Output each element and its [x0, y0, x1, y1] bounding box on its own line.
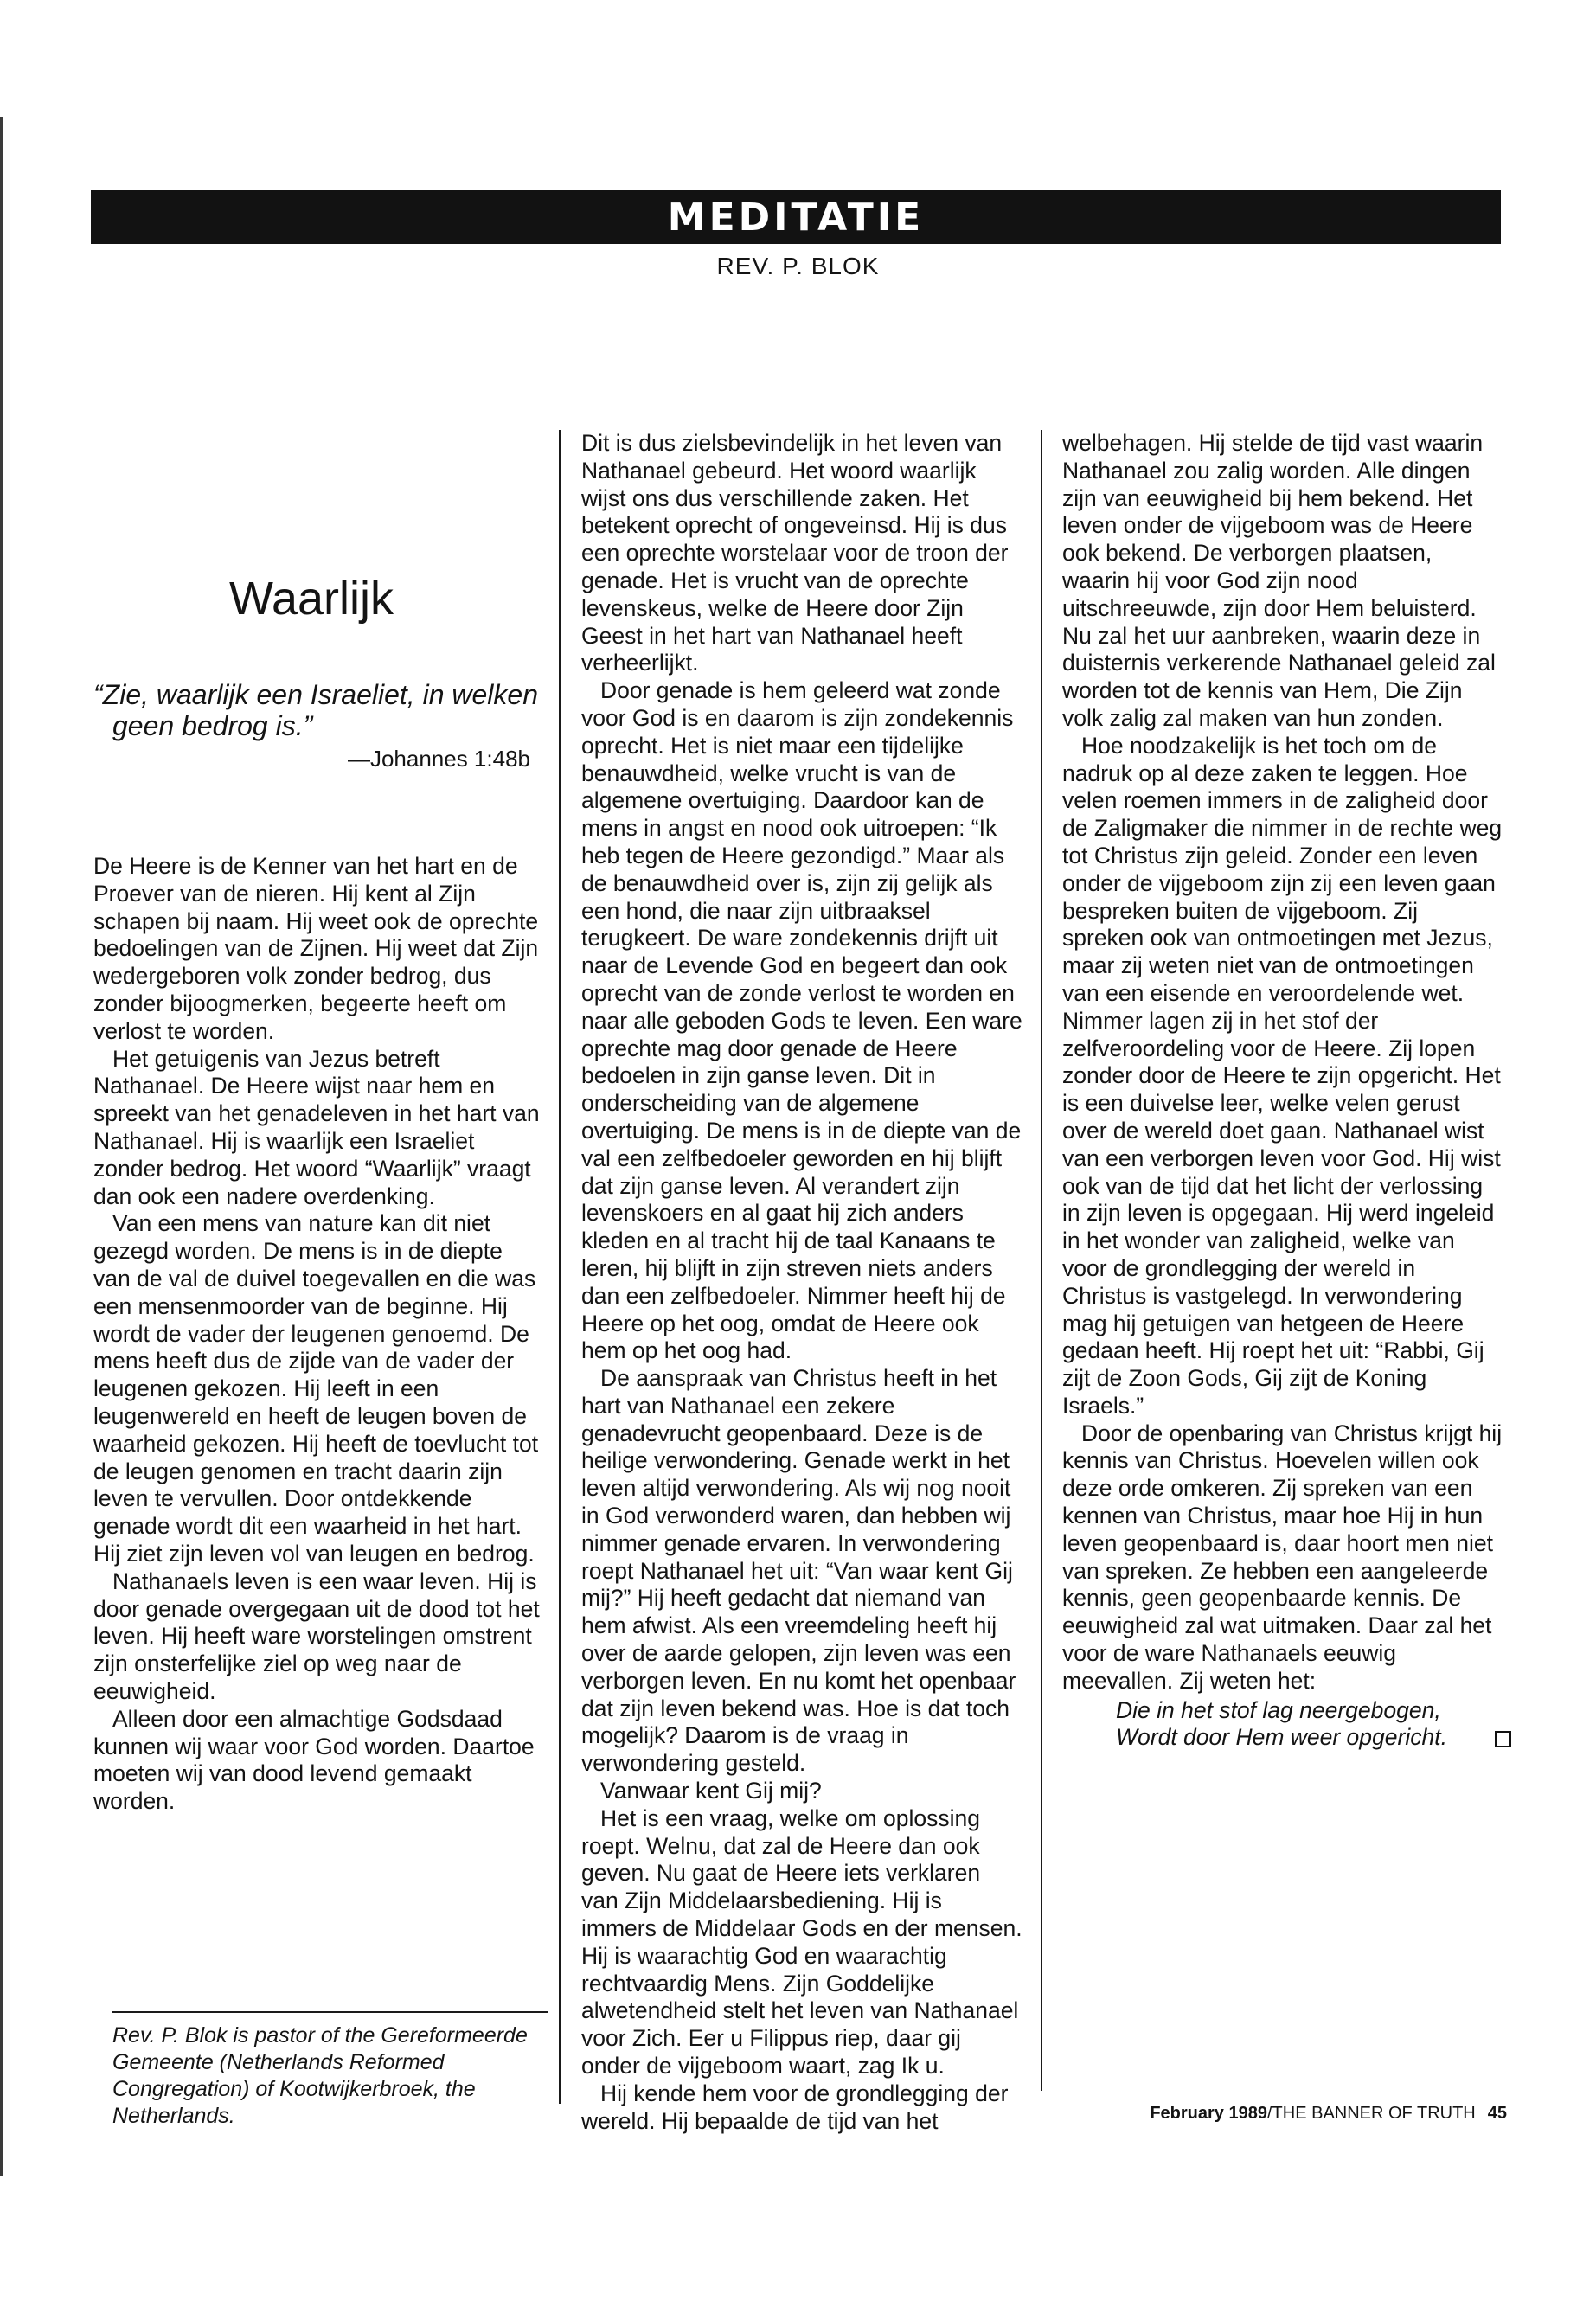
column-divider	[1041, 430, 1042, 2091]
footer-publication: /THE BANNER OF TRUTH	[1266, 2104, 1476, 2123]
paragraph: Het is een vraag, welke om oplossing roept. Welnu, dat zal de Heere dan ook geven. Nu gaat de Heere iets verklaren van Zijn Middelaarsbediening. Hij is immers de Middelaar Gods en der mensen. Hij is waarachtig God en waarachtig rechtvaardig Mens. Zijn Goddelijke alwetendheid stelt het leven van Nathanael voor Zich. Eer u Filippus riep, daar gij onder de vijgeboom waart, zag Ik u.	[581, 1804, 1022, 2080]
paragraph: Door genade is hem geleerd wat zonde voor God is en daarom is zijn zondekennis oprecht. Het is niet maar een tijdelijke benauwdheid, welke vrucht is van de algemene overtuiging. Daardoor kan de mens in angst en nood ook uitroepen: “Ik heb tegen de Heere gezondigd.” Maar als de benauwdheid over is, zijn zij gelijk als een hond, die naar zijn uitbraaksel terugkeert. De ware zondekennis drijft uit naar de Levende God en begeert dan ook oprecht van de zonde verlost te worden en naar alle geboden Gods te leven. Een ware oprechte mag door genade de Heere bedoelen in zijn ganse leven. Dit in onderscheiding van de algemene overtuiging. De mens is in de diepte van de val een zelfbedoeler geworden en hij blijft dat zijn ganse leven. Al verandert zijn levenskoers en al gaat hij zich anders kleden en al tracht hij de taal Kanaans te leren, hij blijft in zijn streven niets anders dan een zelfbedoeler. Nimmer heeft hij de Heere op het oog, omdat de Heere ook hem op het oog had.	[581, 677, 1022, 1364]
epigraph: “Zie, waarlijk een Israeliet, in welken geen bedrog is.”	[93, 679, 538, 741]
poem-line: Wordt door Hem weer opgericht.	[1116, 1724, 1447, 1751]
article-title: Waarlijk	[228, 573, 394, 625]
paragraph: welbehagen. Hij stelde de tijd vast waarin Nathanael zou zalig worden. Alle dingen zijn van eeuwigheid bij hem bekend. Het leven onder de vijgeboom was de Heere ook bekend. De verborgen plaatsen, waarin hij voor God zijn nood uitschreeuwde, zijn door Hem beluisterd. Nu zal het uur aanbreken, waarin deze in duisternis verkerende Nathanael geleid zal worden tot de kennis van Hem, Die Zijn volk zalig zal maken van hun zonden.	[1062, 430, 1496, 731]
paragraph: Hoe noodzakelijk is het toch om de nadruk op al deze zaken te leggen. Hoe velen roemen immers in de zaligheid door de Zaligmaker die nimmer in de rechte weg tot Christus zijn geleid. Zonder een leven onder de vijgeboom zijn zij een leven gaan bespreken buiten de vijgeboom. Zij spreken ook van ontmoetingen met Jezus, maar zij weten niet van de ontmoetingen van een eisende en veroordelende wet. Nimmer lagen zij in het stof der zelfveroordeling voor de Heere. Zij lopen zonder door de Heere te zijn opgericht. Het is een duivelse leer, welke velen gerust over de wereld doet gaan. Nathanael wist van een verborgen leven voor God. Hij wist ook van de tijd dat het licht der verlossing in zijn leven is opgegaan. Hij werd ingeleid in het wonder van zaligheid, welke van voor de grondlegging der wereld in Christus is vastgelegd. In verwondering mag hij getuigen van hetgeen de Heere gedaan heeft. Hij roept het uit: “Rabbi, Gij zijt de Zoon Gods, Gij zijt de Koning Israels.”	[1062, 732, 1503, 1419]
paragraph: Het getuigenis van Jezus betreft Nathanael. De Heere wijst naar hem en spreekt van het genadeleven in het hart van Nathanael. Hij is waarlijk een Israeliet zonder bedrog. Het woord “Waarlijk” vraagt dan ook een nadere overdenking.	[93, 1045, 540, 1209]
paragraph: De Heere is de Kenner van het hart en de Proever van de nieren. Hij kent al Zijn schapen bij naam. Hij weet ook de oprechte bedoelingen van de Zijnen. Hij weet dat Zijn wedergeboren volk zonder bedrog, dus zonder bijoogmerken, begeerte heeft om verlost te worden.	[93, 853, 539, 1044]
column-divider	[559, 430, 561, 2104]
scan-top-margin	[0, 0, 1596, 117]
paragraph: Vanwaar kent Gij mij?	[600, 1778, 822, 1804]
footer-date: February 1989	[1150, 2104, 1267, 2123]
column-2	[581, 430, 1022, 2135]
paragraph: Dit is dus zielsbevindelijk in het leven van Nathanael gebeurd. Het woord waarlijk wijst ons dus verschillende zaken. Het betekent oprecht of ongeveinsd. Hij is dus een oprechte worstelaar voor de troon der genade. Het is vrucht van de oprechte levenskeus, welke de Heere door Zijn Geest in het hart van Nathanael heeft verheerlijkt.	[581, 430, 1009, 676]
section-banner	[91, 190, 1501, 244]
paragraph: De aanspraak van Christus heeft in het hart van Nathanael een zekere genadevrucht geopenbaard. Deze is de heilige verwondering. Genade werkt in het leven altijd verwondering. Als wij nog nooit in God verwonderd waren, dan hebben wij nimmer genade ervaren. In verwondering roept Nathanael het uit: “Van waar kent Gij mij?” Hij heeft gedacht dat niemand van hem afwist. Als een vreemdeling heeft hij over de aarde gelopen, zijn leven was een verborgen leven. En nu komt het openbaar dat zijn leven bekend was. Hoe is dat toch mogelijk? Daarom is de vraag in verwondering gesteld.	[581, 1365, 1016, 1777]
author-bio: Rev. P. Blok is pastor of the Gereformeerde Gemeente (Netherlands Reformed Congregation) of Kootwijkerbroek, the Netherlands.	[112, 2023, 528, 2128]
epigraph-reference: —Johannes 1:48b	[347, 746, 530, 772]
paragraph: Van een mens van nature kan dit niet gezegd worden. De mens is in de diepte van de val de duivel toegevallen en die was een mensenmoorder van de beginne. Hij wordt de vader der leugenen genoemd. De mens heeft dus de zijde van de vader der leugenen gekozen. Hij leeft in een leugenwereld en heeft de leugen boven de waarheid gekozen. Hij heeft de toevlucht tot de leugen genomen en tracht daarin zijn leven te vervullen. Door ontdekkende genade wordt dit een waarheid in het hart. Hij ziet zijn leven vol van leugen en bedrog.	[93, 1210, 539, 1567]
closing-poem	[1116, 1697, 1503, 1753]
page-number: 45	[1487, 2104, 1507, 2123]
bio-divider	[112, 2011, 548, 2013]
column-3	[1062, 430, 1503, 1752]
paragraph: Door de openbaring van Christus krijgt hij kennis van Christus. Hoevelen willen ook deze orde omkeren. Zij spreken van een kennen van Christus, maar hoe Hij in hun leven geopenbaard is, daar hoort men niet van spreken. Ze hebben een aangeleerde kennis, geen geopenbaarde kennis. De eeuwigheid zal wat uitmaken. Daar zal het voor de ware Nathanaels eeuwig meevallen. Zij weten het:	[1062, 1420, 1503, 1694]
scan-edge	[0, 117, 3, 2176]
page-footer	[865, 2104, 1507, 2124]
section-title: MEDITATIE	[667, 195, 925, 240]
scan-bottom-margin	[0, 2180, 1596, 2301]
end-mark-icon	[1495, 1731, 1511, 1747]
author-byline: REV. P. BLOK	[716, 253, 880, 279]
column-1	[93, 853, 543, 1816]
paragraph: Alleen door een almachtige Godsdaad kunnen wij waar voor God worden. Daartoe moeten wij van dood levend gemaakt worden.	[93, 1705, 535, 1815]
paragraph: Hij kende hem voor de grondlegging der wereld. Hij bepaalde de tijd van het	[581, 2080, 1009, 2134]
paragraph: Nathanaels leven is een waar leven. Hij is door genade overgegaan uit de dood tot het leven. Hij heeft ware worstelingen omstrent zijn onsterfelijke ziel op weg naar de eeuwigheid.	[93, 1567, 540, 1704]
poem-line: Die in het stof lag neergebogen,	[1116, 1696, 1441, 1723]
